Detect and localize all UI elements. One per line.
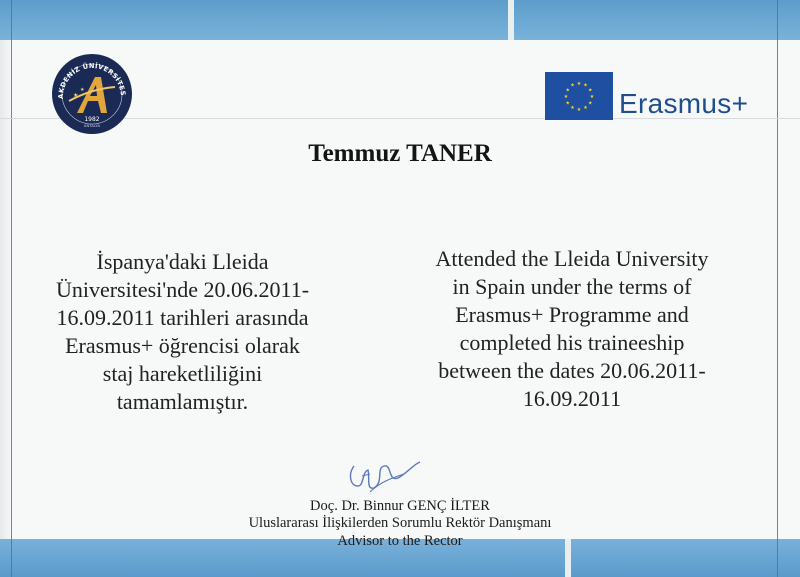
svg-text:★: ★ bbox=[80, 87, 85, 93]
statement-turkish bbox=[15, 248, 350, 416]
statement-line: Attended the Lleida University bbox=[435, 246, 709, 271]
signatory-title: Uluslararası İlişkilerden Sorumlu Rektör Danışmanı bbox=[248, 515, 552, 531]
statement-line: staj hareketliliğini bbox=[102, 361, 263, 386]
statement-line: Üniversitesi'nde 20.06.2011- bbox=[55, 277, 310, 302]
eu-star-icon: ★ bbox=[588, 87, 593, 94]
handwritten-signature bbox=[340, 452, 440, 502]
svg-text:★: ★ bbox=[73, 92, 79, 99]
eu-flag-icon bbox=[545, 72, 613, 120]
top-border-band bbox=[0, 0, 800, 40]
statement-line: Erasmus+ öğrencisi olarak bbox=[65, 333, 300, 358]
eu-star-icon: ★ bbox=[570, 105, 575, 112]
statement-line: between the dates 20.06.2011- bbox=[438, 358, 706, 383]
statement-line: in Spain under the terms of bbox=[452, 274, 692, 299]
eu-star-icon: ★ bbox=[583, 82, 588, 89]
eu-star-icon: ★ bbox=[565, 100, 570, 107]
signatory-role: Advisor to the Rector bbox=[337, 533, 463, 549]
erasmus-plus-wordmark: Erasmus+ bbox=[619, 88, 749, 119]
recipient-name: Temmuz TANER bbox=[308, 140, 492, 167]
statement-line: completed his traineeship bbox=[459, 330, 685, 355]
statement-line: 16.09.2011 bbox=[522, 386, 622, 411]
seal-university-text: AKDENİZ ÜNİVERSİTES bbox=[56, 61, 128, 99]
eu-star-icon: ★ bbox=[589, 93, 595, 100]
eu-star-icon: ★ bbox=[565, 87, 570, 94]
seal-city-text: ANTALYA bbox=[83, 123, 101, 128]
seal-year-text: 1982 bbox=[84, 116, 100, 123]
top-band-seam bbox=[508, 0, 514, 40]
left-border-line bbox=[11, 0, 12, 577]
statement-line: 16.09.2011 tarihleri arasında bbox=[56, 305, 309, 330]
signatory-name: Doç. Dr. Binnur GENÇ İLTER bbox=[310, 498, 490, 514]
eu-star-icon: ★ bbox=[563, 93, 569, 100]
eu-star-icon: ★ bbox=[576, 106, 582, 113]
eu-star-icon: ★ bbox=[588, 100, 593, 107]
statement-english bbox=[402, 245, 742, 413]
right-border-line bbox=[777, 0, 778, 577]
statement-line: İspanya'daki Lleida bbox=[96, 249, 269, 274]
eu-star-icon: ★ bbox=[583, 105, 588, 112]
eu-star-icon: ★ bbox=[576, 80, 582, 87]
statement-line: Erasmus+ Programme and bbox=[455, 302, 689, 327]
eu-star-icon: ★ bbox=[570, 82, 575, 89]
statement-line: tamamlamıştır. bbox=[116, 389, 249, 414]
university-seal-logo bbox=[51, 53, 133, 135]
